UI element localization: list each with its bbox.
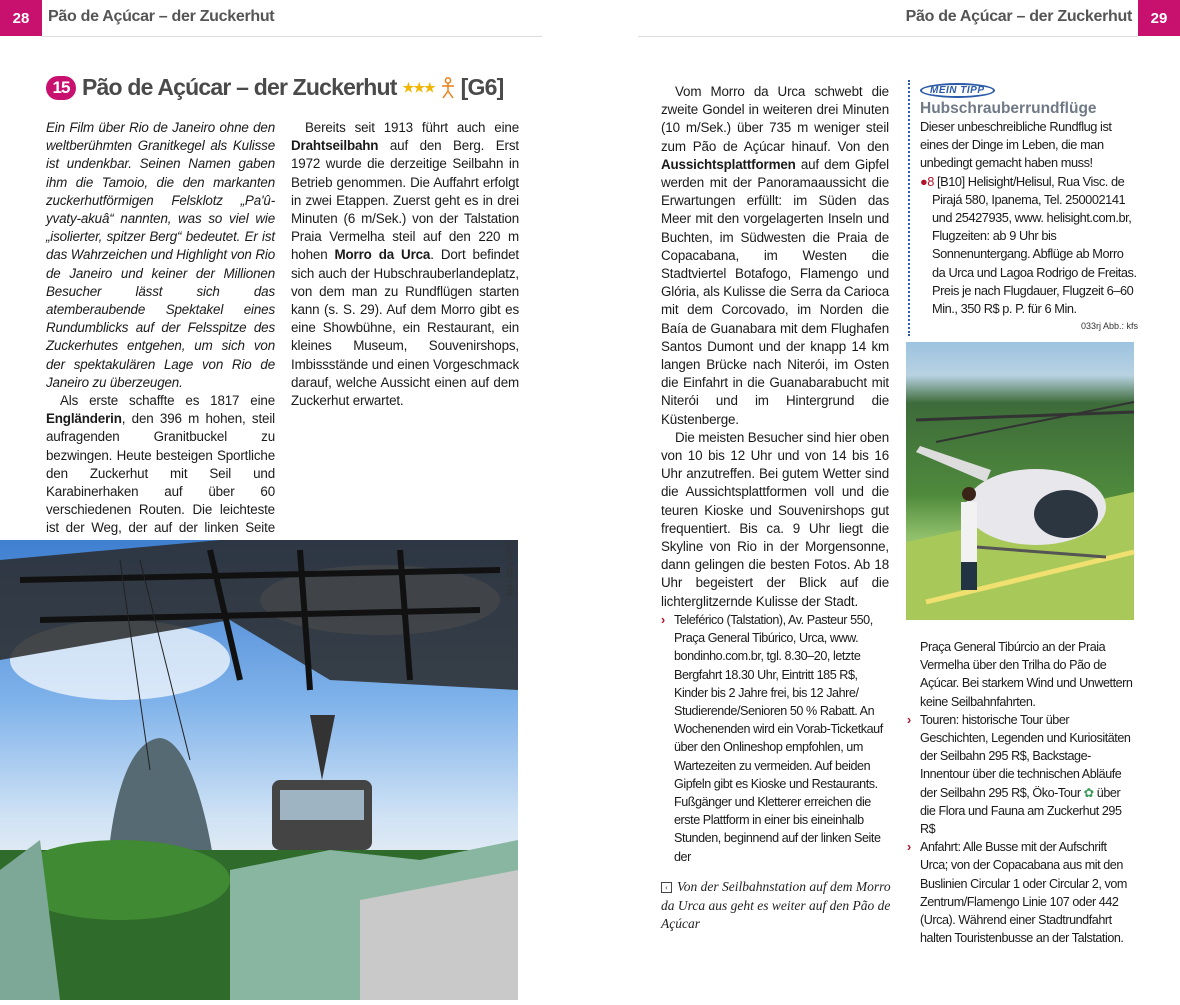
person-icon: [441, 77, 455, 99]
info-label: Anfahrt:: [920, 840, 961, 855]
info-anfahrt: [907, 838, 1135, 947]
left-column-1: [46, 119, 275, 536]
paragraph: , den 396 m hohen, steil aufragenden Granitbuckel zu bezwingen. Heute besteigen Sportliche den Zuckerhut mit Seil und Karabinerhaken auf über 60 verschiedenen Routen. Die leichteste ist der Weg, der auf der linken Seite: [46, 411, 275, 536]
paragraph: Als erste schaffte es 1817 eine: [60, 393, 275, 409]
paragraph: Vom Morro da Urca schwebt die zweite Gondel in weiteren drei Minuten (10 m/Sek.) über 735 m weniger steil zum Pão de Açúcar hinauf. Von den: [661, 84, 889, 154]
tip-title: Hubschrauberrundflüge: [920, 100, 1097, 117]
intro-text: Ein Film über Rio de Janeiro ohne den weltberühmten Granitkegel als Kulisse ist undenkbar. Seinen Namen gaben ihm die Tamoio, die den markanten zuckerhutförmigen Felsklotz „Pa'û-yvaty-akuâ“ nannten, was so viel wie „isolierter, spitzer Berg“ bedeutet. Er ist das Wahrzeichen und Highlight von Rio de Janeiro und keiner der Millionen Besucher lässt sich das atemberaubende Spektakel eines Rundumblicks auf der Felsspitze des Zuckerhutes entgehen, um sich von der spektakulären Lage von Rio de Janeiro zu überzeugen.: [46, 120, 275, 390]
chevron-right-icon: ›: [661, 612, 665, 627]
info-touren: [907, 711, 1135, 838]
info-text: Teleférico (Talstation), Av. Pasteur 550, Praça General Tibúrico, Urca, www. bondinho.com.br, tgl. 8.30–20, letzte Bergfahrt 18.30 Uhr, Eintritt 185 R$, Kinder bis 2 Jahre frei, bis 12 Jahre/ Studierende/Senioren 50 % Rabatt. An Wochenenden wird ein Vorab-Ticketkauf über den Onlineshop empfohlen, um Wartezeiten zu vermeiden. Auf beiden Gipfeln gibt es Kioske und Restaurants. Fußgänger und Kletterer erreichen die erste Plattform in einer bis eineinhalb Stunden, beginnend auf der linken Seite der: [674, 612, 883, 864]
helicopter-photo: [906, 342, 1134, 620]
info-text: historische Tour über Geschichten, Legenden und Kuriositäten der Seilbahn 295 R$, Backstage-Innentour über die technischen Abläufe der Seilbahn 295 R$, Öko-Tour: [920, 712, 1131, 800]
keyword: Morro da Urca: [334, 247, 431, 263]
info-teleferico: [661, 611, 889, 866]
rating-stars: ★★★: [402, 79, 435, 95]
keyword: Aussichtsplattformen: [661, 156, 796, 172]
paragraph: Die meisten Besucher sind hier oben von 10 bis 12 Uhr und von 14 bis 16 Uhr anzutreffen. Bei gutem Wetter sind die Aussichtsplattformen voll und die teuren Kioske und Souvenirshops gut frequentiert. Bis ca. 9 Uhr liegt die Skyline von Rio in der Morgensonne, dann gelingen die besten Fotos. Ab 18 Uhr begeistert der Blick auf die lichterglitzernde Kulisse der Stadt.: [661, 429, 889, 609]
left-column-2: [291, 119, 519, 410]
right-column-2: [907, 638, 1135, 947]
paragraph: Bereits seit 1913 führt auch eine: [305, 120, 519, 135]
paragraph: auf den Berg. Erst 1972 wurde die derzeitige Seilbahn in Betrieb genommen. Die Auffahrt erfolgt in zwei Etappen. Zuerst geht es in drei Minuten (6 m/Sek.) von der Talstation Praia Vermelha steil auf den 220 m hohen: [291, 138, 519, 263]
running-title-right: Pão de Açúcar – der Zuckerhut: [905, 8, 1132, 25]
page-number-left: 28: [0, 0, 42, 36]
keyword: Engländerin: [46, 411, 122, 427]
mein-tipp-box: [908, 80, 1138, 336]
chevron-right-icon: ›: [907, 712, 911, 727]
photo-caption: [661, 878, 891, 934]
paragraph: . Dort befindet sich auch der Hubschrauberlandeplatz, von dem man zu Rundflügen starten kann (s. S. 29). Auf dem Morro gibt es eine Showbühne, ein Restaurant, ein kleines Museum, Souvenirshops, Imbissstände und einen Vorgeschmack darauf, welche Aussicht einen auf dem Zuckerhut erwartet.: [291, 247, 519, 409]
photo-credit: 113rj Abb.: cfs: [505, 540, 515, 597]
page-number-right: 29: [1138, 0, 1180, 36]
mein-tipp-badge: MEIN TIPP: [920, 83, 995, 98]
right-column-1: [661, 83, 889, 866]
section-heading: [46, 74, 503, 101]
eco-icon: ✿: [1083, 785, 1094, 800]
info-teleferico-continued: Praça General Tibúrcio an der Praia Vermelha über den Trilha do Pão de Açúcar. Bei starkem Wind und Unwettern keine Seilbahnfahrten.: [920, 640, 1133, 709]
tip-photo-credit: 033rj Abb.: kfs: [1080, 321, 1138, 332]
tip-text: Dieser unbeschreibliche Rundflug ist eines der Dinge im Leben, die man unbedingt gemacht haben muss!: [920, 119, 1112, 171]
grid-reference: [G6]: [460, 74, 504, 100]
info-text: Alle Busse mit der Aufschrift Urca; von der Copacabana aus mit den Buslinien Circular 1 oder Circular 2, vom Zentrum/Flamengo Linie 107 oder 442 (Urca). Während einer Stadtrundfahrt halten Touristenbusse an der Talstation.: [920, 840, 1127, 946]
section-title: Pão de Açúcar – der Zuckerhut: [82, 74, 397, 100]
chevron-right-icon: ›: [907, 840, 911, 855]
caption-text: Von der Seilbahnstation auf dem Morro da Urca aus geht es weiter auf den Pão de Açúcar: [661, 879, 891, 931]
header-divider: [638, 36, 1138, 37]
running-title-left: Pão de Açúcar – der Zuckerhut: [48, 8, 275, 25]
cable-car-photo: [0, 540, 518, 1000]
map-marker: ●8: [920, 173, 934, 189]
info-label: Touren:: [920, 712, 959, 727]
info-text: über die Flora und Fauna am Zuckerhut 295 R$: [920, 785, 1122, 837]
header-divider: [42, 36, 542, 37]
paragraph: auf dem Gipfel werden mit der Panoramaaussicht die Erwartungen erfüllt: im Süden das Meer mit den vorgelagerten Inseln und Buchten, im Südwesten die Praia de Copacabana, im Westen die Stadtviertel Botafogo, Flamengo und Glória, als Kulisse die Serra da Carioca mit dem Corcovado, im Norden die Baía de Guanabara mit dem Flughafen Santos Dumont und der knapp 14 km langen Brücke nach Niterói, im Osten die Einfahrt in die Guanabarabucht mit Niterói und im Hintergrund die Küstenberge.: [661, 156, 889, 427]
keyword: Drahtseilbahn: [291, 138, 379, 154]
arrow-left-icon: ‹: [661, 882, 672, 893]
section-number-badge: 15: [46, 76, 76, 100]
tip-entry: [B10] Helisight/Helisul, Rua Visc. de Pirajá 580, Ipanema, Tel. 250002141 und 25427935, www. helisight.com.br, Flugzeiten: ab 9 Uhr bis Sonnenuntergang. Abflüge ab Morro da Urca und Lagoa Rodrigo de Freitas. Preis je nach Flugdauer, Flugzeit 6–60 Min., 350 R$ p. P. für 6 Min.: [932, 173, 1137, 317]
